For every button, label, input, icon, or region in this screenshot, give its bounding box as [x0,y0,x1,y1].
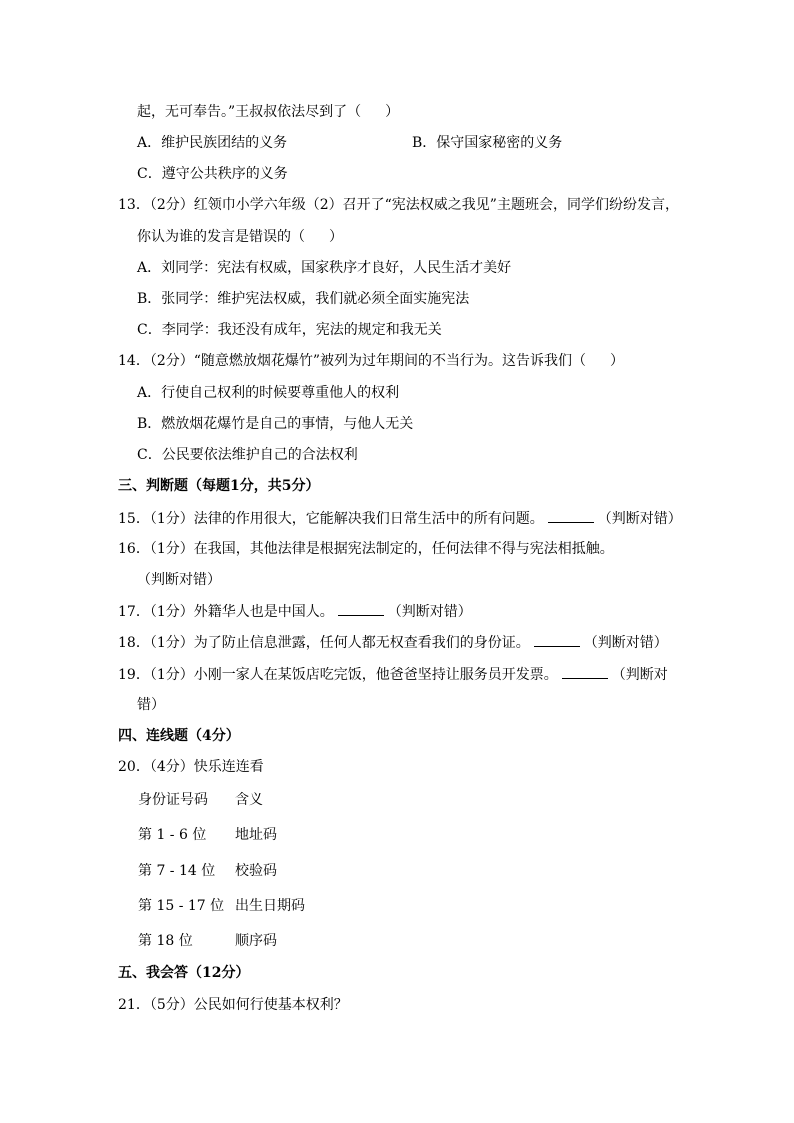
q20-stem: 20．（4分）快乐连连看 [118,759,264,775]
q20-left-item[interactable]: 身份证号码 [138,792,208,808]
q16: 16．（1分）在我国，其他法律是根据宪法制定的，任何法律不得与宪法相抵触。 [118,541,614,557]
q19: 19．（1分）小刚一家人在某饭店吃完饭，他爸爸坚持让服务员开发票。 （判断对 [118,664,668,685]
answer-blank[interactable] [548,508,594,523]
q20-left-item[interactable]: 第 15 - 17 位 [138,898,225,914]
section-3-title: 三、判断题（每题1分，共5分） [118,478,320,494]
q20-right-item[interactable]: 出生日期码 [235,898,305,914]
q19-continuation: 错） [137,697,165,713]
q20-left-item[interactable]: 第 18 位 [138,933,193,949]
q15: 15．（1分）法律的作用很大，它能解决我们日常生活中的所有问题。 （判断对错） [118,508,682,529]
q20-right-item[interactable]: 校验码 [235,863,277,879]
q20-left-item[interactable]: 第 7 - 14 位 [138,863,216,879]
q12-stem-continuation: 起，无可奉告。”王叔叔依法尽到了（ ） [137,104,400,120]
q12-option-b: B．保守国家秘密的义务 [412,135,563,151]
q20-right-item[interactable]: 含义 [235,792,263,808]
q13-stem-continuation: 你认为谁的发言是错误的（ ） [137,229,343,245]
q13-stem: 13．（2分）红领巾小学六年级（2）召开了“宪法权威之我见”主题班会，同学们纷纷发言， [118,197,679,213]
section-4-title: 四、连线题（4分） [118,728,240,744]
answer-blank[interactable] [534,632,580,647]
answer-blank[interactable] [338,601,384,616]
q14-option-a: A．行使自己权利的时候要尊重他人的权利 [137,385,400,401]
q20-right-item[interactable]: 顺序码 [235,933,277,949]
q13-option-c: C．李同学：我还没有成年，宪法的规定和我无关 [137,322,442,338]
q14-stem: 14．（2分）“随意燃放烟花爆竹”被列为过年期间的不当行为。这告诉我们（ ） [118,353,625,369]
q12-option-a: A．维护民族团结的义务 [137,135,288,151]
q21-stem: 21．（5分）公民如何行使基本权利？ [118,997,348,1013]
q14-option-c: C．公民要依法维护自己的合法权利 [137,447,358,463]
q20-right-item[interactable]: 地址码 [235,827,277,843]
q18: 18．（1分）为了防止信息泄露，任何人都无权查看我们的身份证。 （判断对错） [118,632,668,653]
q16-continuation: （判断对错） [137,572,221,588]
q17: 17．（1分）外籍华人也是中国人。 （判断对错） [118,601,472,622]
section-5-title: 五、我会答（12分） [118,965,250,981]
answer-blank[interactable] [562,664,608,679]
q12-option-c: C．遵守公共秩序的义务 [137,166,288,182]
q13-option-b: B．张同学：维护宪法权威，我们就必须全面实施宪法 [137,291,470,307]
q13-option-a: A．刘同学：宪法有权威，国家秩序才良好，人民生活才美好 [137,260,512,276]
q14-option-b: B．燃放烟花爆竹是自己的事情，与他人无关 [137,416,414,432]
q20-left-item[interactable]: 第 1 - 6 位 [138,827,207,843]
